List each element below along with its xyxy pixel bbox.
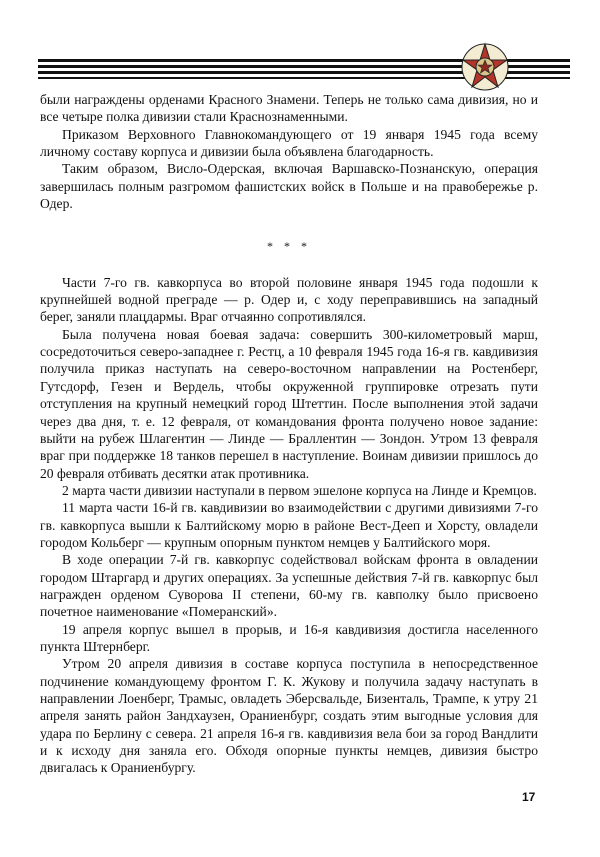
paragraph: Таким образом, Висло-Одерская, включая Варшавско-Познанскую, операция завершилась полным разгромом фашистских войск в Польше и на правобережье р. Одер. [40, 161, 538, 212]
paragraph: Приказом Верховного Главнокомандующего от 19 января 1945 года всему личному составу корпуса и дивизии была объявлена благодарность. [40, 126, 538, 160]
paragraph: 19 апреля корпус вышел в прорыв, и 16-я кавдивизия достигла населенного пункта Штернберг. [40, 621, 538, 654]
paragraph: были награждены орденами Красного Знамени. Теперь не только сама дивизия, но и все четыре полка дивизии стали Краснознаменными. [40, 92, 538, 125]
paragraph: В ходе операции 7-й гв. кавкорпус содействовал войскам фронта в овладении городом Штаргард и других операциях. За успешные действия 7-й гв. кавкорпус был награжден орденом Суворова II степени, 60-му гв. кавполку было присвоено почетное наименование «Померанский». [40, 552, 538, 620]
page-number: 17 [522, 790, 536, 804]
paragraph: 2 марта части дивизии наступали в первом эшелоне корпуса на Линде и Кремцов. [62, 482, 537, 498]
paragraph: Утром 20 апреля дивизия в составе корпуса поступила в непосредственное подчинение командующему фронтом Г. К. Жукову и получила задачу наступать в направлении Лоенберг, Трамыс, овладеть Эберсвальде, Бизенталь, Трампе, к утру 21 апреля занять район Зандхаузен, Ораниенбург, создать этим выгодные условия для удара по Берлину с севера. 21 апреля 16-я гв. кавдивизия вела бои за город Вандлити и к исходу дня заняла его. Обходя опорные пункты немцев, дивизия быстро двигалась к Ораниенбургу. [40, 656, 538, 776]
order-star-emblem-icon [460, 42, 510, 92]
paragraph: Была получена новая боевая задача: совершить 300-километровый марш, сосредоточиться северо-западнее г. Рестц, а 10 февраля 1945 года 16-я гв. кавдивизия получила приказ наступать на северо-восточном направлении на Ростенберг, Гутсдорф, Гезен и Вердель, чтобы окруженной группировке отрезать пути отступления на крупный немецкий город Штеттин. После выполнения этой задачи через два дня, т. е. 12 февраля, от командования фронта получено новое задание: выйти на рубеж Шлагентин — Линде — Браллентин — Зондон. Утром 13 февраля враг при поддержке 18 танков перешел в наступление. Воинам дивизии пришлось до 20 февраля отбивать десятки атак противника. [40, 326, 538, 481]
paragraph: Части 7-го гв. кавкорпуса во второй половине января 1945 года подошли к крупнейшей водной преграде — р. Одер и, с ходу переправившись на западный берег, заняли плацдармы. Враг отчаянно сопротивлялся. [40, 274, 538, 325]
page-body-text [40, 91, 538, 777]
section-separator: * * * [267, 239, 311, 254]
paragraph: 11 марта части 16-й гв. кавдивизии во взаимодействии с другими дивизиями 7-го гв. кавкорпуса вышли к Балтийскому морю в районе Вест-Дееп и Хорсту, овладели городом Кольберг — крупным опорным пунктом немцев у Балтийского моря. [40, 500, 538, 550]
